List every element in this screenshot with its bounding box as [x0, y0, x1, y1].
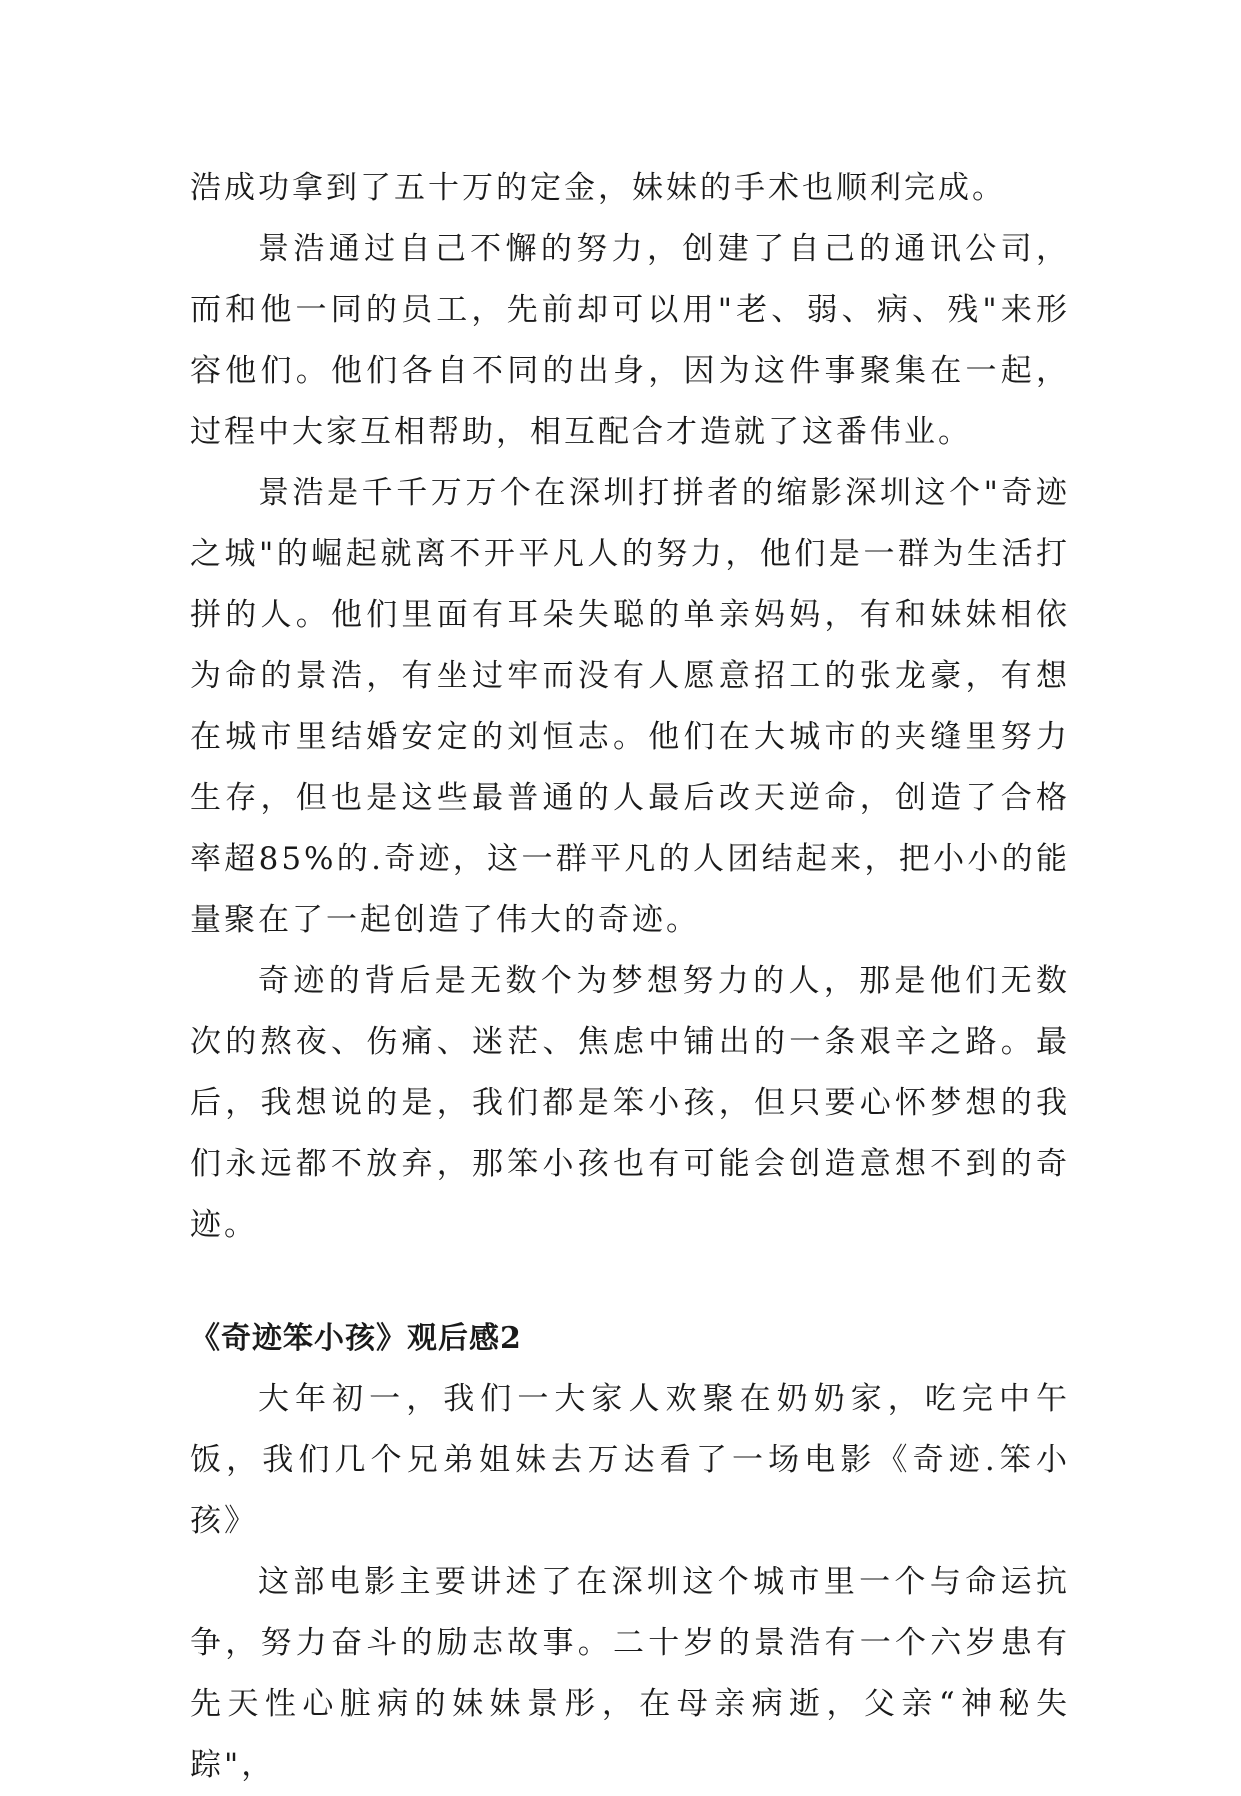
paragraph: 景浩是千千万万个在深圳打拼者的缩影深圳这个"奇迹之城"的崛起就离不开平凡人的努力，他们是一群为生活打拼的人。他们里面有耳朵失聪的单亲妈妈，有和妹妹相依为命的景浩，有坐过牢而没有人愿意招工的张龙豪，有想在城市里结婚安定的刘恒志。他们在大城市的夹缝里努力生存，但也是这些最普通的人最后改天逆命，创造了合格率超85%的.奇迹，这一群平凡的人团结起来，把小小的能量聚在了一起创造了伟大的奇迹。	[190, 475, 1070, 938]
paragraph: 这部电影主要讲述了在深圳这个城市里一个与命运抗争，努力奋斗的励志故事。二十岁的景浩有一个六岁患有先天性心脏病的妹妹景彤，在母亲病逝，父亲“神秘失踪"，	[190, 1564, 1070, 1783]
section-title: 《奇迹笨小孩》观后感2	[190, 1321, 522, 1356]
paragraph: 景浩通过自己不懈的努力，创建了自己的通讯公司，而和他一同的员工，先前却可以用"老、弱、病、残"来形容他们。他们各自不同的出身，因为这件事聚集在一起，过程中大家互相帮助，相互配合才造就了这番伟业。	[190, 231, 1070, 450]
paragraph: 奇迹的背后是无数个为梦想努力的人，那是他们无数次的熬夜、伤痛、迷茫、焦虑中铺出的一条艰辛之路。最后，我想说的是，我们都是笨小孩，但只要心怀梦想的我们永远都不放弃，那笨小孩也有可能会创造意想不到的奇迹。	[190, 963, 1070, 1243]
paragraph: 浩成功拿到了五十万的定金，妹妹的手术也顺利完成。	[190, 170, 1006, 206]
document-body	[190, 158, 1070, 1796]
paragraph: 大年初一，我们一大家人欢聚在奶奶家，吃完中午饭，我们几个兄弟姐妹去万达看了一场电影《奇迹.笨小孩》	[190, 1381, 1070, 1539]
